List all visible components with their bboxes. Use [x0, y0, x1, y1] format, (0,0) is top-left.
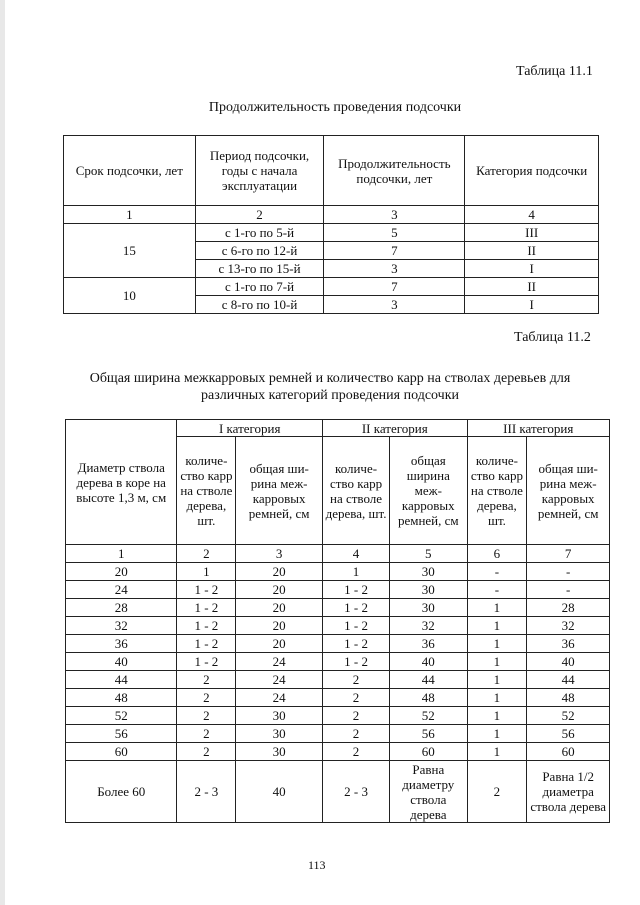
table2-cell: 1 - 2 — [177, 581, 236, 599]
table1-title: Продолжительность проведения подсочки — [208, 100, 462, 115]
table2-cell: 1 — [177, 563, 236, 581]
table2-cell: 1 — [323, 563, 390, 581]
table1-header-row — [64, 136, 599, 206]
table2-cell: 52 — [66, 707, 177, 725]
table2-cell: 48 — [390, 689, 467, 707]
table-row — [64, 224, 599, 242]
table1-label: Таблица 11.1 — [516, 64, 593, 79]
table2-cell: 20 — [236, 563, 323, 581]
table1-period-cell: с 8-го по 10-й — [195, 296, 324, 314]
table1-duration-cell: 3 — [324, 260, 465, 278]
table2-col-number: 7 — [527, 545, 610, 563]
table2-cell: 60 — [390, 743, 467, 761]
table2-cell: - — [527, 563, 610, 581]
table-row — [66, 635, 610, 653]
table2-cell: 2 — [177, 743, 236, 761]
table2-cell: 1 — [467, 689, 527, 707]
table1-duration-cell: 7 — [324, 278, 465, 296]
table2-subheader-count: количе-ство карр на стволе дерева, шт. — [177, 437, 236, 545]
table2-cell: 36 — [66, 635, 177, 653]
scan-edge — [0, 0, 5, 905]
table2-cell: 1 — [467, 617, 527, 635]
table-row — [66, 725, 610, 743]
table2-cell: 32 — [66, 617, 177, 635]
table2-cell: 1 - 2 — [177, 599, 236, 617]
table1-category-cell: I — [465, 260, 599, 278]
table2-cell: 48 — [527, 689, 610, 707]
table2-col-number: 3 — [236, 545, 323, 563]
table2 — [65, 419, 610, 823]
table2-cell: 1 — [467, 725, 527, 743]
table2-cell: 2 - 3 — [177, 761, 236, 823]
table2-cell: 20 — [236, 617, 323, 635]
table2-subheader-count: количе-ство карр на стволе дерева, шт. — [323, 437, 390, 545]
table2-cell: 1 - 2 — [323, 635, 390, 653]
table2-subheader-width: общая ши-рина меж-карровых ремней, см — [527, 437, 610, 545]
table2-cell: 20 — [66, 563, 177, 581]
page-number: 113 — [308, 858, 326, 872]
table1-col-number: 1 — [64, 206, 196, 224]
table1-header-duration: Продолжительность подсочки, лет — [324, 136, 465, 206]
table1-header-period: Период подсочки, годы с начала эксплуатации — [195, 136, 324, 206]
table1-period-cell: с 6-го по 12-й — [195, 242, 324, 260]
table2-cell: 20 — [236, 581, 323, 599]
table2-cell: 24 — [236, 653, 323, 671]
table2-body — [66, 563, 610, 761]
table2-header-cat2: II категория — [323, 420, 468, 437]
table1-category-cell: II — [465, 242, 599, 260]
table2-cell: 40 — [390, 653, 467, 671]
table2-cell: 2 — [177, 725, 236, 743]
table-row — [66, 707, 610, 725]
table1-number-row — [64, 206, 599, 224]
table2-cell: 24 — [236, 671, 323, 689]
table-row — [66, 671, 610, 689]
table2-cell: 44 — [66, 671, 177, 689]
table2-cell: 20 — [236, 599, 323, 617]
table2-cell: Равна 1/2 диаметра ствола дерева — [527, 761, 610, 823]
table2-header-cat3: III категория — [467, 420, 610, 437]
table1-period-cell: с 13-го по 15-й — [195, 260, 324, 278]
table2-cell: 24 — [66, 581, 177, 599]
table2-col-number: 5 — [390, 545, 467, 563]
table2-cell: 20 — [236, 635, 323, 653]
table2-cell: 52 — [390, 707, 467, 725]
table2-cell: 24 — [236, 689, 323, 707]
table2-cell: 1 — [467, 707, 527, 725]
table2-cell: 2 — [177, 671, 236, 689]
table2-cell: 40 — [527, 653, 610, 671]
table2-cell: 52 — [527, 707, 610, 725]
table2-cell: 2 - 3 — [323, 761, 390, 823]
table2-subheader-width: общая ши-рина меж-карровых ремней, см — [236, 437, 323, 545]
table2-cell: - — [527, 581, 610, 599]
table2-cell: 30 — [236, 725, 323, 743]
table2-label: Таблица 11.2 — [514, 330, 591, 345]
table-row — [64, 278, 599, 296]
table2-cell: 1 — [467, 671, 527, 689]
table2-cell: 2 — [177, 707, 236, 725]
table1-col-number: 4 — [465, 206, 599, 224]
table2-category-header-row — [66, 420, 610, 437]
table2-col-number: 4 — [323, 545, 390, 563]
table2-cell: 1 - 2 — [323, 617, 390, 635]
table2-cell: 56 — [66, 725, 177, 743]
table2-cell: 1 - 2 — [323, 581, 390, 599]
table2-cell: 1 - 2 — [177, 617, 236, 635]
table2-title — [60, 370, 600, 404]
table2-col-number: 1 — [66, 545, 177, 563]
table1-duration-cell: 7 — [324, 242, 465, 260]
table1-term-cell: 10 — [64, 278, 196, 314]
table2-cell: 1 - 2 — [323, 653, 390, 671]
table2-cell: 2 — [323, 725, 390, 743]
table2-cell: 30 — [390, 563, 467, 581]
table2-cell: 28 — [66, 599, 177, 617]
table2-cell: Равна диаметру ствола дерева — [390, 761, 467, 823]
table2-cell: 1 — [467, 599, 527, 617]
table2-col-number: 6 — [467, 545, 527, 563]
table2-cell: 1 - 2 — [177, 653, 236, 671]
table-row — [66, 689, 610, 707]
table1-category-cell: II — [465, 278, 599, 296]
table-row — [66, 599, 610, 617]
table2-cell: 60 — [527, 743, 610, 761]
table2-cell: 30 — [390, 581, 467, 599]
table2-subheader-width: общая ширина меж-карровых ремней, см — [390, 437, 467, 545]
table2-header-diameter: Диаметр ствола дерева в коре на высоте 1,3 м, см — [66, 420, 177, 545]
table-row — [66, 617, 610, 635]
table2-cell: 2 — [323, 707, 390, 725]
table2-number-row — [66, 545, 610, 563]
table1-category-cell: III — [465, 224, 599, 242]
table-row — [66, 743, 610, 761]
table1-category-cell: I — [465, 296, 599, 314]
table2-cell: 30 — [236, 743, 323, 761]
table2-cell: 30 — [390, 599, 467, 617]
table2-cell: 1 - 2 — [323, 599, 390, 617]
table2-cell: 30 — [236, 707, 323, 725]
table2-cell: 32 — [390, 617, 467, 635]
table2-cell: 40 — [66, 653, 177, 671]
table2-cell: 2 — [467, 761, 527, 823]
table2-cell: 40 — [236, 761, 323, 823]
table1-duration-cell: 3 — [324, 296, 465, 314]
table1-duration-cell: 5 — [324, 224, 465, 242]
table2-col-number: 2 — [177, 545, 236, 563]
table2-cell: 1 — [467, 635, 527, 653]
table2-cell: 28 — [527, 599, 610, 617]
table2-cell: 2 — [323, 743, 390, 761]
table2-title-line1: Общая ширина межкарровых ремней и количество карр на стволах деревьев для — [89, 371, 571, 386]
table1-col-number: 2 — [195, 206, 324, 224]
table2-cell: 44 — [527, 671, 610, 689]
table2-cell: 2 — [323, 671, 390, 689]
table2-cell: Более 60 — [66, 761, 177, 823]
table-row — [66, 563, 610, 581]
table2-title-line2: различных категорий проведения подсочки — [200, 388, 460, 403]
table2-cell: 44 — [390, 671, 467, 689]
table1-header-category: Категория подсочки — [465, 136, 599, 206]
table2-subheader-count: количе-ство карр на стволе дерева, шт. — [467, 437, 527, 545]
table1-col-number: 3 — [324, 206, 465, 224]
table-row — [66, 653, 610, 671]
table2-header-cat1: I категория — [177, 420, 323, 437]
table2-cell: 56 — [390, 725, 467, 743]
table2-cell: 48 — [66, 689, 177, 707]
table2-cell: 1 — [467, 743, 527, 761]
table2-cell: - — [467, 581, 527, 599]
table1 — [63, 135, 599, 314]
table2-cell: 1 - 2 — [177, 635, 236, 653]
table1-period-cell: с 1-го по 5-й — [195, 224, 324, 242]
table2-cell: 32 — [527, 617, 610, 635]
table1-period-cell: с 1-го по 7-й — [195, 278, 324, 296]
table1-term-cell: 15 — [64, 224, 196, 278]
table2-cell: 1 — [467, 653, 527, 671]
table2-cell: - — [467, 563, 527, 581]
table2-cell: 60 — [66, 743, 177, 761]
table1-header-term: Срок подсочки, лет — [64, 136, 196, 206]
table-row — [66, 581, 610, 599]
table2-cell: 2 — [177, 689, 236, 707]
table-row — [66, 761, 610, 823]
table2-cell: 2 — [323, 689, 390, 707]
table2-cell: 36 — [390, 635, 467, 653]
table2-cell: 56 — [527, 725, 610, 743]
table2-cell: 36 — [527, 635, 610, 653]
